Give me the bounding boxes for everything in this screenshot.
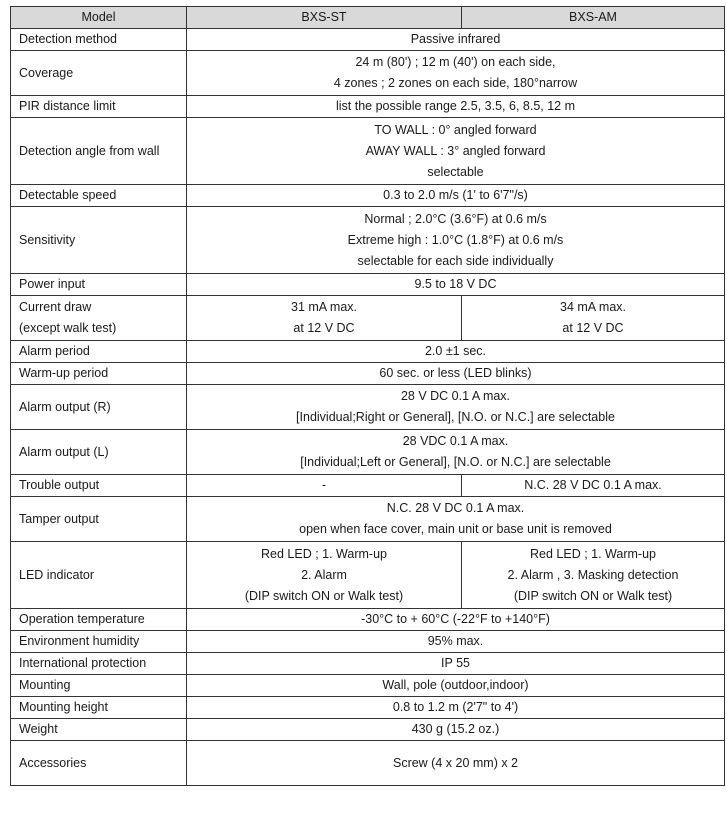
- spec-value-bxs-st-line: (DIP switch ON or Walk test): [244, 588, 404, 603]
- spec-value-bxs-st-line: 31 mA max.: [291, 300, 357, 314]
- spec-label: [11, 542, 187, 609]
- spec-row-pir-distance-limit: [11, 96, 725, 118]
- header-bxs-am: BXS-AM: [462, 7, 725, 29]
- spec-value-bxs-am-line: at 12 V DC: [562, 321, 624, 335]
- spec-value: [187, 653, 725, 675]
- spec-row-mounting-height: [11, 697, 725, 719]
- spec-label-line: Weight: [19, 722, 58, 736]
- spec-row-current-draw: [11, 296, 725, 341]
- spec-label-line: Alarm period: [19, 344, 90, 358]
- spec-value-line: 28 V DC 0.1 A max.: [400, 389, 511, 403]
- spec-row-power-input: [11, 274, 725, 296]
- spec-row-coverage: [11, 51, 725, 96]
- spec-value-line: Normal ; 2.0°C (3.6°F) at 0.6 m/s: [364, 211, 547, 226]
- spec-value-line: 430 g (15.2 oz.): [411, 722, 500, 736]
- header-model: Model: [11, 7, 187, 29]
- spec-row-detection-angle-from-wall: [11, 118, 725, 185]
- spec-row-alarm-period: [11, 341, 725, 363]
- spec-label-line: Current draw: [19, 300, 92, 314]
- spec-value-line: 9.5 to 18 V DC: [414, 277, 497, 291]
- spec-row-detection-method: [11, 29, 725, 51]
- spec-value-line: selectable for each side individually: [357, 253, 554, 268]
- spec-value-line: open when face cover, main unit or base unit is removed: [299, 522, 612, 536]
- spec-row-detectable-speed: [11, 185, 725, 207]
- spec-value: [187, 51, 725, 96]
- spec-row-environment-humidity: [11, 631, 725, 653]
- spec-label: [11, 697, 187, 719]
- spec-value: [187, 118, 725, 185]
- spec-label-line: Detection angle from wall: [19, 143, 160, 158]
- spec-body: [11, 29, 725, 786]
- spec-label-line: International protection: [19, 656, 147, 670]
- spec-value-line: TO WALL : 0° angled forward: [374, 122, 537, 137]
- spec-label: [11, 719, 187, 741]
- spec-value-line: -30°C to + 60°C (-22°F to +140°F): [361, 612, 550, 626]
- spec-value-bxs-st: [187, 475, 462, 497]
- spec-row-accessories: [11, 741, 725, 786]
- header-bxs-st: BXS-ST: [187, 7, 462, 29]
- spec-label-line: Alarm output (R): [19, 399, 111, 414]
- spec-value-line: selectable: [427, 164, 484, 179]
- spec-value-line: 0.3 to 2.0 m/s (1' to 6'7"/s): [383, 188, 528, 202]
- spec-label: [11, 341, 187, 363]
- spec-label: [11, 363, 187, 385]
- spec-value-line: 60 sec. or less (LED blinks): [379, 366, 532, 380]
- spec-value: [187, 29, 725, 51]
- spec-label-line: Environment humidity: [19, 634, 140, 648]
- spec-label: [11, 675, 187, 697]
- spec-value-line: 24 m (80') ; 12 m (40') on each side,: [355, 55, 556, 69]
- spec-value-bxs-am-line: 2. Alarm , 3. Masking detection: [507, 567, 679, 582]
- spec-label-line: Accessories: [19, 755, 87, 770]
- spec-value: [187, 96, 725, 118]
- spec-value-bxs-st-line: Red LED ; 1. Warm-up: [261, 546, 387, 561]
- spec-label-line: Alarm output (L): [19, 444, 109, 459]
- spec-row-weight: [11, 719, 725, 741]
- spec-table: [10, 6, 725, 786]
- spec-label-line: Mounting: [19, 678, 71, 692]
- spec-value-bxs-st-line: at 12 V DC: [293, 321, 355, 335]
- spec-row-operation-temperature: [11, 609, 725, 631]
- spec-value: [187, 697, 725, 719]
- spec-label-line: (except walk test): [19, 321, 117, 335]
- spec-row-alarm-output-l: [11, 430, 725, 475]
- spec-value: [187, 185, 725, 207]
- spec-label-line: Detectable speed: [19, 188, 117, 202]
- spec-row-sensitivity: [11, 207, 725, 274]
- spec-value: [187, 385, 725, 430]
- spec-value-bxs-st-line: -: [321, 478, 327, 492]
- spec-label-line: LED indicator: [19, 567, 95, 582]
- spec-label: [11, 385, 187, 430]
- spec-value: [187, 430, 725, 475]
- spec-row-alarm-output-r: [11, 385, 725, 430]
- spec-row-trouble-output: [11, 475, 725, 497]
- spec-label-line: Tamper output: [19, 511, 99, 526]
- spec-label: [11, 274, 187, 296]
- spec-value-line: IP 55: [441, 656, 470, 670]
- spec-value-line: Extreme high : 1.0°C (1.8°F) at 0.6 m/s: [347, 232, 564, 247]
- spec-value: [187, 719, 725, 741]
- spec-label-line: Coverage: [19, 65, 74, 80]
- spec-value: [187, 675, 725, 697]
- spec-label: [11, 631, 187, 653]
- spec-value-bxs-st: [187, 296, 462, 341]
- spec-value: [187, 341, 725, 363]
- spec-label: [11, 51, 187, 96]
- spec-value-bxs-am: [462, 475, 725, 497]
- spec-value-line: [Individual;Left or General], [N.O. or N.C.] are selectable: [300, 455, 611, 469]
- spec-label: [11, 118, 187, 185]
- spec-label: [11, 653, 187, 675]
- spec-row-warm-up-period: [11, 363, 725, 385]
- spec-value-line: 4 zones ; 2 zones on each side, 180°narrow: [333, 76, 578, 90]
- spec-label-line: Operation temperature: [19, 612, 145, 626]
- spec-value-bxs-am-line: N.C. 28 V DC 0.1 A max.: [524, 478, 662, 492]
- spec-row-tamper-output: [11, 497, 725, 542]
- spec-value-bxs-am-line: Red LED ; 1. Warm-up: [530, 546, 656, 561]
- spec-value-line: 95% max.: [427, 634, 484, 648]
- spec-value-line: Screw (4 x 20 mm) x 2: [392, 755, 519, 770]
- spec-value-bxs-st: [187, 542, 462, 609]
- spec-label-line: Mounting height: [19, 700, 108, 714]
- spec-value-line: list the possible range 2.5, 3.5, 6, 8.5, 12 m: [335, 99, 576, 113]
- spec-label: [11, 475, 187, 497]
- spec-value: [187, 363, 725, 385]
- spec-value-line: N.C. 28 V DC 0.1 A max.: [386, 501, 525, 515]
- spec-value-line: [Individual;Right or General], [N.O. or N.C.] are selectable: [296, 410, 615, 424]
- spec-value-bxs-am: [462, 542, 725, 609]
- spec-row-mounting: [11, 675, 725, 697]
- spec-label: [11, 296, 187, 341]
- header-row: [11, 7, 725, 29]
- spec-value: [187, 274, 725, 296]
- spec-value: [187, 497, 725, 542]
- spec-label: [11, 207, 187, 274]
- spec-label-line: Detection method: [19, 32, 117, 46]
- spec-label-line: Power input: [19, 277, 86, 291]
- spec-label: [11, 741, 187, 786]
- spec-value: [187, 609, 725, 631]
- spec-value-bxs-st-line: 2. Alarm: [301, 567, 347, 582]
- spec-value: [187, 631, 725, 653]
- spec-value-line: AWAY WALL : 3° angled forward: [365, 143, 546, 158]
- spec-value-line: 28 VDC 0.1 A max.: [402, 434, 509, 448]
- spec-value-bxs-am: [462, 296, 725, 341]
- spec-value-bxs-am-line: 34 mA max.: [560, 300, 626, 314]
- spec-row-led-indicator: [11, 542, 725, 609]
- spec-label: [11, 96, 187, 118]
- spec-value-line: 2.0 ±1 sec.: [424, 344, 487, 358]
- spec-label: [11, 29, 187, 51]
- spec-label-line: Trouble output: [19, 478, 100, 492]
- spec-label-line: PIR distance limit: [19, 99, 116, 113]
- spec-value-line: Passive infrared: [410, 32, 501, 46]
- spec-label: [11, 430, 187, 475]
- spec-label: [11, 185, 187, 207]
- spec-label: [11, 609, 187, 631]
- spec-value-line: 0.8 to 1.2 m (2'7" to 4'): [392, 700, 519, 714]
- spec-label-line: Warm-up period: [19, 366, 109, 380]
- spec-row-international-protection: [11, 653, 725, 675]
- spec-label: [11, 497, 187, 542]
- spec-label-line: Sensitivity: [19, 232, 76, 247]
- spec-value: [187, 207, 725, 274]
- spec-value: [187, 741, 725, 786]
- spec-value-line: Wall, pole (outdoor,indoor): [382, 678, 529, 692]
- spec-value-bxs-am-line: (DIP switch ON or Walk test): [513, 588, 673, 603]
